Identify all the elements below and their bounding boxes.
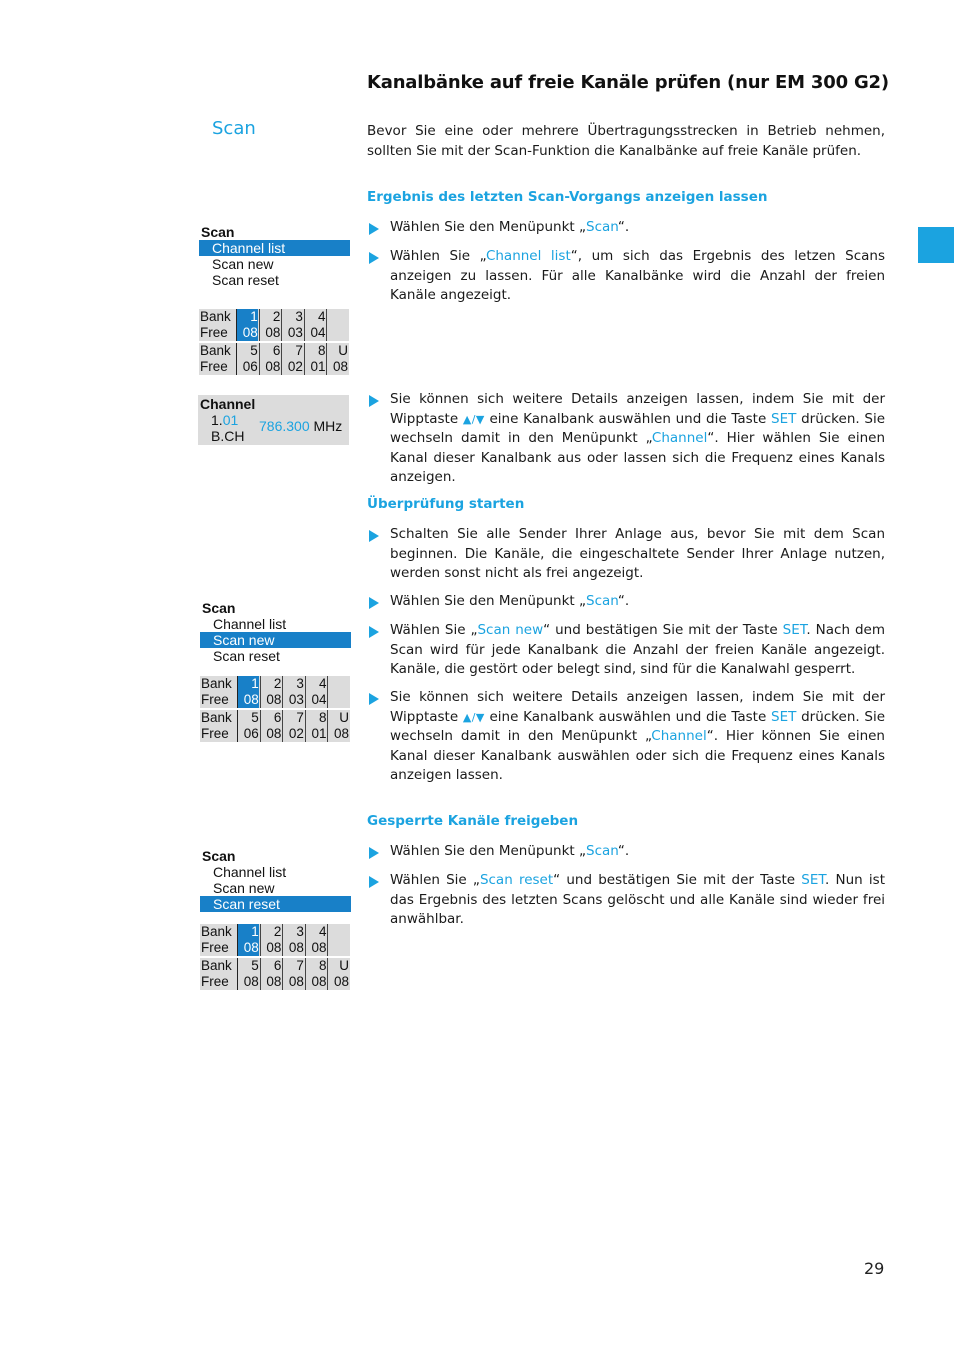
lcd-menu-item-channel-list: Channel list — [213, 864, 287, 880]
lcd-menu-item-scan-reset: Scan reset — [200, 896, 351, 912]
lcd-scan-menu-1 — [199, 224, 350, 288]
lcd-menu-title: Scan — [202, 848, 236, 864]
lcd-channel-title: Channel — [200, 396, 256, 412]
lcd-bank-grid-2 — [200, 676, 350, 744]
lcd-grid-row: Bank Free 1 08 2 08 3 03 4 04 — [200, 676, 350, 708]
lcd-channel-display — [198, 395, 349, 445]
lcd-menu-item-scan-reset: Scan reset — [212, 272, 279, 288]
bullet-triangle-icon — [369, 626, 379, 638]
intro-paragraph: Bevor Sie eine oder mehrere Übertragungsstrecken in Betrieb nehmen, sollten Sie mit der Scan-Funktion die Kanalbänke auf freie Kanäle prüfen. — [367, 123, 885, 159]
section-heading-start: Überprüfung starten — [367, 496, 525, 512]
lcd-menu-item-scan-reset: Scan reset — [213, 648, 280, 664]
list-item: Schalten Sie alle Sender Ihrer Anlage aus, bevor Sie mit dem Scan beginnen. Die Kanäle, die eingeschaltete Sender Ihrer Anlage nutzen, werden sonst nicht als frei angezeigt. — [367, 525, 885, 584]
list-item: Wählen Sie „Scan new“ und bestätigen Sie mit der Taste SET. Nach dem Scan wird für jede Kanalbank die Anzahl der freien Kanäle angezeigt. Kanäle, die gestört oder belegt sind, sind für die Kanalwahl gesperrt. — [367, 621, 885, 680]
up-down-arrow-icon: ▲/▼ — [462, 710, 485, 724]
lcd-scan-menu-2 — [200, 600, 351, 664]
lcd-channel-frequency: 786.300 MHz — [259, 418, 343, 434]
lcd-menu-item-scan-new: Scan new — [212, 256, 274, 272]
lcd-grid-row: Bank Free 5 06 6 08 7 02 8 01 U 08 — [201, 710, 350, 741]
bullet-triangle-icon — [369, 530, 379, 542]
bullet-triangle-icon — [369, 847, 379, 859]
lcd-menu-title: Scan — [201, 224, 235, 240]
list-item: Wählen Sie den Menüpunkt „Scan“. — [367, 842, 885, 862]
bullet-triangle-icon — [369, 223, 379, 235]
lcd-grid-row: Bank Free 1 08 2 08 3 08 4 08 — [200, 924, 350, 956]
lcd-channel-bch: B.CH — [211, 428, 245, 444]
bullet-triangle-icon — [369, 252, 379, 264]
lcd-grid-row: Bank Free 5 06 6 08 7 02 8 01 U 08 — [200, 343, 349, 374]
lcd-scan-menu-3 — [200, 848, 351, 912]
lcd-grid-row: Bank Free 5 08 6 08 7 08 8 08 U 08 — [201, 958, 350, 989]
side-heading: Scan — [212, 118, 256, 139]
list-item: Wählen Sie den Menüpunkt „Scan“. — [367, 592, 885, 612]
bullet-triangle-icon — [369, 597, 379, 609]
lcd-bank-grid-3 — [200, 924, 350, 992]
list-item: Wählen Sie „Channel list“, um sich das Ergebnis des letzen Scans anzeigen zu lassen. Für alle Kanalbänke wird die Anzahl der freien Kanäle angezeigt. — [367, 247, 885, 306]
lcd-menu-item-scan-new: Scan new — [213, 880, 275, 896]
list-item: Wählen Sie „Scan reset“ und bestätigen Sie mit der Taste SET. Nun ist das Ergebnis des letzten Scans gelöscht und alle Kanäle sind wieder frei anwählbar. — [367, 871, 885, 930]
lcd-channel-number: 1.01 — [211, 412, 239, 428]
lcd-menu-item-scan-new: Scan new — [200, 632, 351, 648]
bullet-triangle-icon — [369, 876, 379, 888]
lcd-menu-title: Scan — [202, 600, 236, 616]
lcd-grid-row: Bank Free 1 08 2 08 3 03 4 04 — [199, 309, 349, 341]
bullet-triangle-icon — [369, 395, 379, 407]
list-item: Wählen Sie den Menüpunkt „Scan“. — [367, 218, 885, 238]
bullet-triangle-icon — [369, 693, 379, 705]
page-number: 29 — [864, 1259, 885, 1278]
lcd-menu-item-channel-list: Channel list — [213, 616, 287, 632]
up-down-arrow-icon: ▲/▼ — [462, 412, 485, 426]
section-heading-results: Ergebnis des letzten Scan-Vorgangs anzeigen lassen — [367, 189, 768, 205]
lcd-bank-grid-1 — [199, 309, 349, 377]
lcd-menu-item-channel-list: Channel list — [199, 240, 350, 256]
chapter-tab-marker — [918, 227, 954, 263]
list-item: Sie können sich weitere Details anzeigen lassen, indem Sie mit der Wipptaste ▲/▼ eine Kanalbank auswählen und die Taste SET drücken. Sie wechseln damit in den Menüpunkt „Channel“. Hier wählen Sie einen Kanal dieser Kanalbank aus oder lassen sich die Frequenz eines Kanals anzeigen. — [367, 390, 885, 488]
page-title: Kanalbänke auf freie Kanäle prüfen (nur EM 300 G2) — [367, 72, 889, 93]
section-heading-unlock: Gesperrte Kanäle freigeben — [367, 813, 579, 829]
list-item: Sie können sich weitere Details anzeigen lassen, indem Sie mit der Wipptaste ▲/▼ eine Kanalbank auswählen und die Taste SET drücken. Sie wechseln damit in den Menüpunkt „Channel“. Hier können Sie einen Kanal dieser Kanalbank auswählen oder sich die Frequenz eines Kanals anzeigen lassen. — [367, 688, 885, 786]
